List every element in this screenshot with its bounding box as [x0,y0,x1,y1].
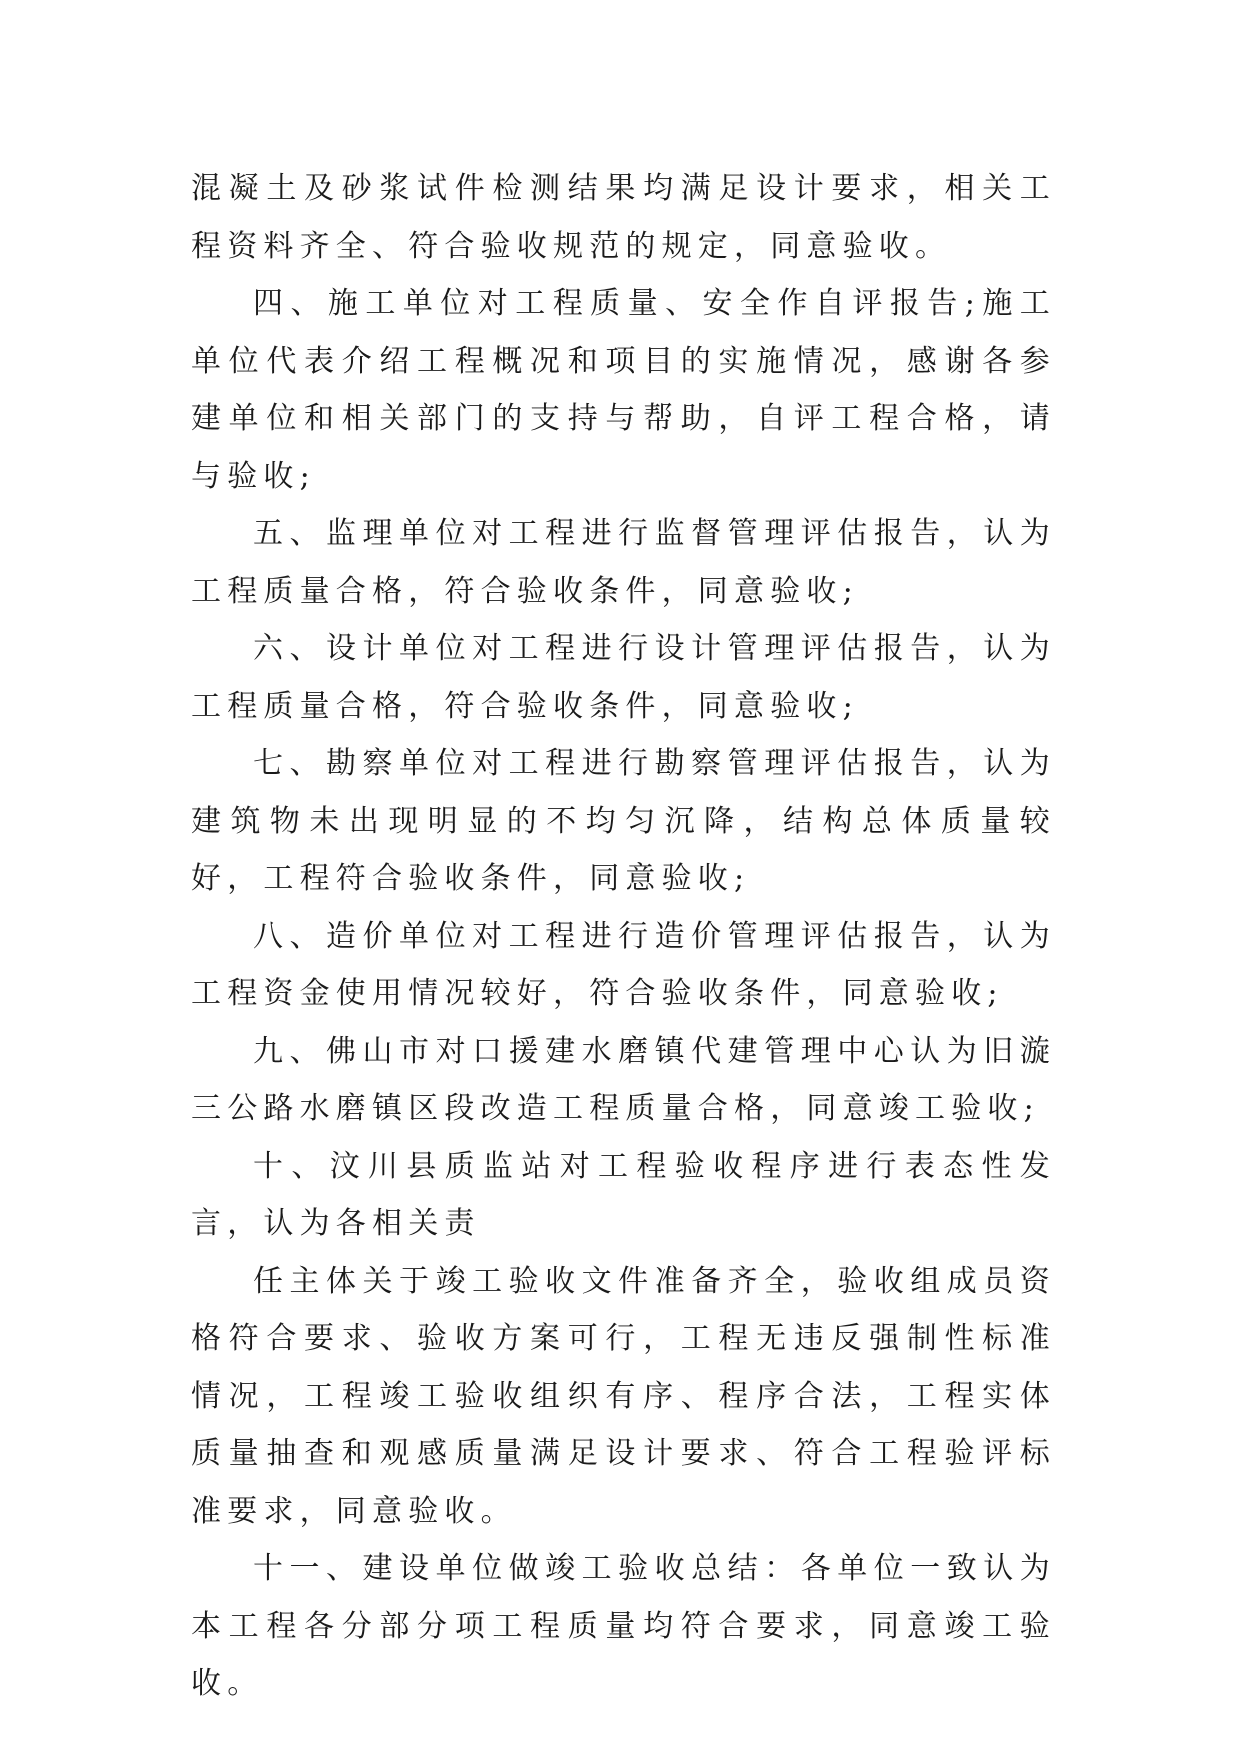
paragraph-1: 混凝土及砂浆试件检测结果均满足设计要求，相关工程资料齐全、符合验收规范的规定，同意验收。 [191,171,1056,264]
paragraph-3: 五、监理单位对工程进行监督管理评估报告，认为工程质量合格，符合验收条件，同意验收; [191,516,1056,609]
paragraph-9: 任主体关于竣工验收文件准备齐全，验收组成员资格符合要求、验收方案可行，工程无违反强制性标准情况，工程竣工验收组织有序、程序合法，工程实体质量抽查和观感质量满足设计要求、符合工程验评标准要求，同意验收。 [191,1263,1056,1529]
paragraph-2: 四、施工单位对工程质量、安全作自评报告;施工单位代表介绍工程概况和项目的实施情况，感谢各参建单位和相关部门的支持与帮助，自评工程合格，请与验收; [191,286,1056,494]
paragraph-5: 七、勘察单位对工程进行勘察管理评估报告，认为建筑物未出现明显的不均匀沉降，结构总体质量较好，工程符合验收条件，同意验收; [191,746,1056,896]
paragraph-10: 十一、建设单位做竣工验收总结：各单位一致认为本工程各分部分项工程质量均符合要求，同意竣工验收。 [191,1551,1056,1701]
document-body [191,160,1056,1713]
paragraph-4: 六、设计单位对工程进行设计管理评估报告，认为工程质量合格，符合验收条件，同意验收; [191,631,1056,724]
paragraph-7: 九、佛山市对口援建水磨镇代建管理中心认为旧漩三公路水磨镇区段改造工程质量合格，同意竣工验收; [191,1033,1056,1126]
paragraph-8: 十、汶川县质监站对工程验收程序进行表态性发言，认为各相关责 [191,1148,1056,1241]
paragraph-6: 八、造价单位对工程进行造价管理评估报告，认为工程资金使用情况较好，符合验收条件，同意验收; [191,918,1056,1011]
